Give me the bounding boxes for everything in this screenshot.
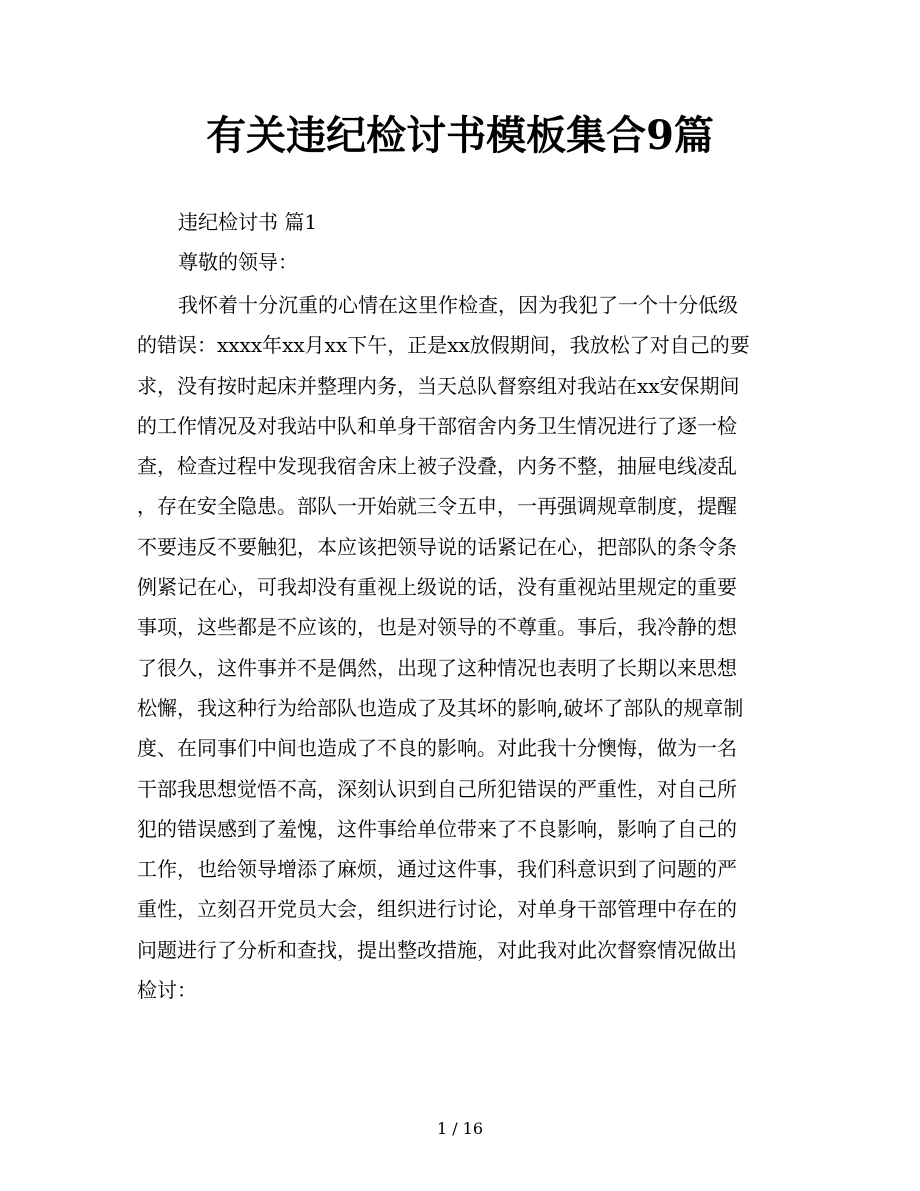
body-line: 度、在同事们中间也造成了不良的影响。对此我十分懊悔，做为一名 [137, 736, 737, 761]
body-line: 干部我思想觉悟不高，深刻认识到自己所犯错误的严重性，对自己所 [137, 776, 737, 801]
body-line: 的错误：xxxx年xx月xx下午，正是xx放假期间，我放松了对自己的要 [137, 333, 750, 358]
body-paragraph [137, 285, 787, 1010]
body-line: 事项，这些都是不应该的，也是对领导的不尊重。事后，我冷静的想 [137, 615, 737, 640]
salutation: 尊敬的领导： [178, 250, 298, 274]
body-line: 不要违反不要触犯，本应该把领导说的话紧记在心，把部队的条令条 [137, 534, 737, 559]
body-line: 例紧记在心，可我却没有重视上级说的话，没有重视站里规定的重要 [137, 575, 737, 600]
body-line: 工作，也给领导增添了麻烦，通过这件事，我们科意识到了问题的严 [137, 857, 737, 882]
body-line: 松懈，我这种行为给部队也造成了及其坏的影响,破坏了部队的规章制 [137, 695, 744, 720]
body-line: 查，检查过程中发现我宿舍床上被子没叠，内务不整，抽屉电线凌乱 [137, 454, 737, 479]
body-line: 求，没有按时起床并整理内务，当天总队督察组对我站在xx安保期间 [137, 373, 740, 398]
body-line: 检讨： [137, 978, 197, 1003]
body-line: 问题进行了分析和查找，提出整改措施，对此我对此次督察情况做出 [137, 937, 737, 962]
page-indicator: 1 / 16 [436, 1119, 484, 1138]
body-line: 了很久，这件事并不是偶然，出现了这种情况也表明了长期以来思想 [137, 655, 737, 680]
document-title: 有关违纪检讨书模板集合9篇 [206, 112, 714, 159]
body-line: 犯的错误感到了羞愧，这件事给单位带来了不良影响，影响了自己的 [137, 816, 737, 841]
body-line: 我怀着十分沉重的心情在这里作检查，因为我犯了一个十分低级 [178, 293, 738, 317]
section-label: 违纪检讨书 篇1 [178, 210, 318, 234]
body-line: ，存在安全隐患。部队一开始就三令五申，一再强调规章制度，提醒 [137, 494, 737, 519]
body-line: 重性，立刻召开党员大会，组织进行讨论，对单身干部管理中存在的 [137, 897, 737, 922]
body-line: 的工作情况及对我站中队和单身干部宿舍内务卫生情况进行了逐一检 [137, 413, 737, 438]
